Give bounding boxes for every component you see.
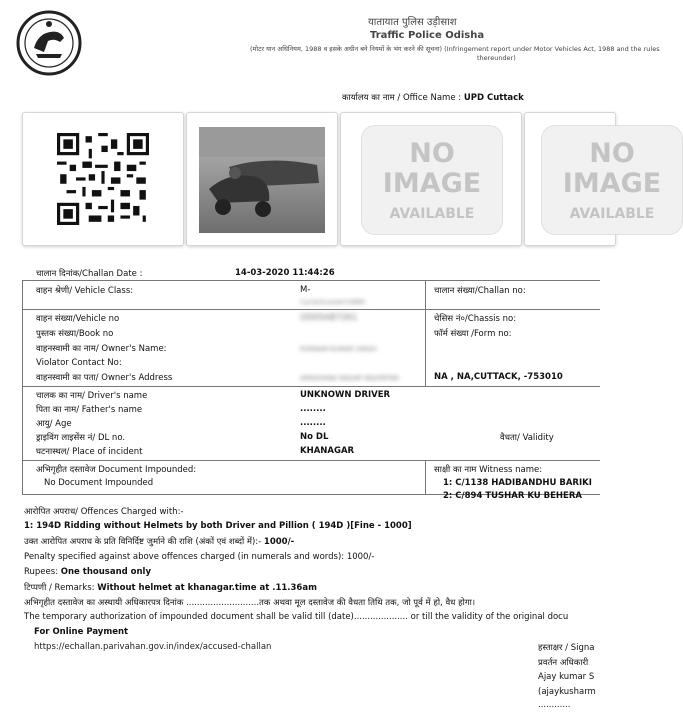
enforcement-officer-label: प्रवर्तन अधिकारी (538, 658, 589, 668)
qr-code-icon (51, 133, 155, 225)
office-name-label: कार्यालय का नाम / Office Name : (342, 93, 462, 103)
challan-no-label: चालान संख्या/Challan no: (434, 286, 526, 296)
table-row-line (22, 386, 600, 387)
owner-name-label: वाहनस्वामी का नाम/ Owner's Name: (36, 344, 167, 354)
header-subtitle-continued: thereunder) (477, 54, 516, 62)
document-impounded-value: No Document Impounded (44, 478, 154, 488)
dl-no-value: No DL (300, 432, 329, 442)
document-impounded-label: अभिगृहीत दस्तावेज Document Impounded: (36, 465, 197, 475)
officer-name: Ajay kumar S (538, 672, 595, 682)
no-image-card-2 (524, 112, 662, 246)
header-subtitle (250, 44, 660, 53)
remarks-value: Without helmet at khanagar.time at .11.36am (97, 583, 317, 593)
place-of-incident-value: KHANAGAR (300, 446, 355, 456)
age-label: आयु/ Age (36, 419, 72, 429)
no-image-text-line3: AVAILABLE (569, 206, 655, 222)
rupees-value: One thousand only (60, 567, 152, 577)
witness-name-label: साक्षी का नाम Witness name: (434, 465, 543, 475)
office-name-row (342, 92, 524, 103)
no-image-placeholder (541, 125, 683, 235)
witness-1: 1: C/1138 HADIBANDHU BARIKI (443, 478, 592, 488)
chassis-no-label: चेसिस नं०/Chassis no: (434, 314, 517, 324)
challan-date-label: चालान दिनांक/Challan Date : (36, 269, 143, 279)
header-subtitle-english: (Infringement report under Motor Vehicles Act, 1988 and the rules (444, 45, 660, 53)
place-of-incident-label: घटनास्थल/ Place of incident (36, 447, 143, 457)
rupees-row (24, 567, 151, 577)
no-image-text-line1: NO (589, 138, 635, 169)
no-image-card-1 (340, 112, 522, 246)
owner-name-value: PURNAM KUMAR SINGH (300, 345, 377, 353)
odisha-police-emblem-logo (14, 8, 84, 78)
violation-photo-card (186, 112, 338, 246)
office-name-value: UPD Cuttack (463, 93, 524, 103)
remarks-label: टिप्पणी / Remarks: (24, 583, 95, 593)
father-name-label: पिता का नाम/ Father's name (36, 405, 143, 415)
offences-charged-label: आरोपित अपराध/ Offences Charged with:- (24, 507, 184, 517)
table-border-left (22, 280, 23, 494)
temporary-authorization-english: The temporary authorization of impounded document shall be valid till (date).................... or till the validity of the original docu (24, 612, 569, 622)
officer-id: (ajaykusharm (538, 687, 596, 697)
violator-contact-label: Violator Contact No: (36, 358, 122, 368)
table-border-top (22, 280, 600, 281)
owner-address-blurred: ARADHANA NAGAR NAUPATNA (300, 374, 399, 382)
qr-code-card (22, 112, 184, 246)
driver-name-label: चालक का नाम/ Driver's name (36, 391, 148, 401)
table-divider-lower (425, 460, 426, 494)
vehicle-class-subvalue: Cycle/Scooter(2WN) (300, 298, 366, 306)
penalty-specified-text: Penalty specified against above offences charged (in numerals and words): 1000/- (24, 552, 375, 562)
vehicle-class-value: M- (300, 285, 311, 295)
vehicle-class-label: वाहन श्रेणी/ Vehicle Class: (36, 286, 134, 296)
header-title-hindi: यातायात पुलिस उड़ीसाश (368, 17, 457, 28)
header-subtitle-hindi: (मोटर यान अधिनियम, 1988 व इसके अधीन बने नियमों के भंग करने की सूचना) (250, 45, 443, 53)
age-value: ........ (300, 418, 326, 428)
violation-photo (199, 127, 325, 233)
vehicle-no-label: वाहन संख्या/Vehicle no (36, 314, 120, 324)
owner-address-label: वाहनस्वामी का पता/ Owner's Address (36, 373, 173, 383)
remarks-row (24, 582, 317, 593)
father-name-value: ........ (300, 404, 326, 414)
fine-amount-value: 1000/- (263, 537, 295, 547)
challan-date-value: 14-03-2020 11:44:26 (235, 268, 335, 278)
witness-2: 2: C/894 TUSHAR KU BEHERA (443, 491, 582, 501)
owner-address-value: NA , NA,CUTTACK, -753010 (434, 372, 563, 382)
temporary-authorization-hindi: अभिगृहीत दस्तावेज का अस्थायी अधिकारपत्र दिनांक ...........................तक अथवा मूल दस्तावेज की वैधता तिथि तक, जो पूर्व में हो, वैध होगा। (24, 598, 476, 608)
table-divider-upper (425, 280, 426, 386)
no-image-text-line1: NO (409, 138, 455, 169)
online-payment-label: For Online Payment (34, 627, 129, 637)
driver-name-value: UNKNOWN DRIVER (300, 390, 391, 400)
vehicle-no-value: OD05AB7261 (300, 313, 358, 323)
online-payment-link[interactable]: https://echallan.parivahan.gov.in/index/accused-challan (34, 642, 272, 652)
validity-label: वैधता/ Validity (500, 433, 554, 443)
no-image-text-line2: IMAGE (562, 168, 662, 199)
no-image-text-line2: IMAGE (382, 168, 482, 199)
rupees-label: Rupees: (24, 567, 59, 577)
table-row-line (22, 460, 600, 461)
form-no-label: फॉर्म संख्या /Form no: (434, 329, 512, 339)
no-image-placeholder (361, 125, 503, 235)
offence-item: 1: 194D Ridding without Helmets by both Driver and Pillion ( 194D )[Fine - 1000] (24, 521, 412, 531)
no-image-text-line3: AVAILABLE (389, 206, 475, 222)
fine-amount-label-hindi: उक्त आरोपित अपराध के प्रति विनिर्दिष्ट जुर्माने की राशि (अंकों एवं शब्दों में):- (24, 537, 262, 547)
header-title-english: Traffic Police Odisha (370, 30, 485, 41)
signature-label: हस्ताक्षर / Signa (538, 643, 595, 653)
book-no-label: पुस्तक संख्या/Book no (36, 329, 114, 339)
dl-no-label: ड्राइविंग लाइसेंस नं/ DL no. (36, 433, 126, 443)
signature-dots: ............ (538, 700, 571, 710)
table-row-line (22, 309, 600, 310)
fine-amount-row (24, 536, 294, 547)
